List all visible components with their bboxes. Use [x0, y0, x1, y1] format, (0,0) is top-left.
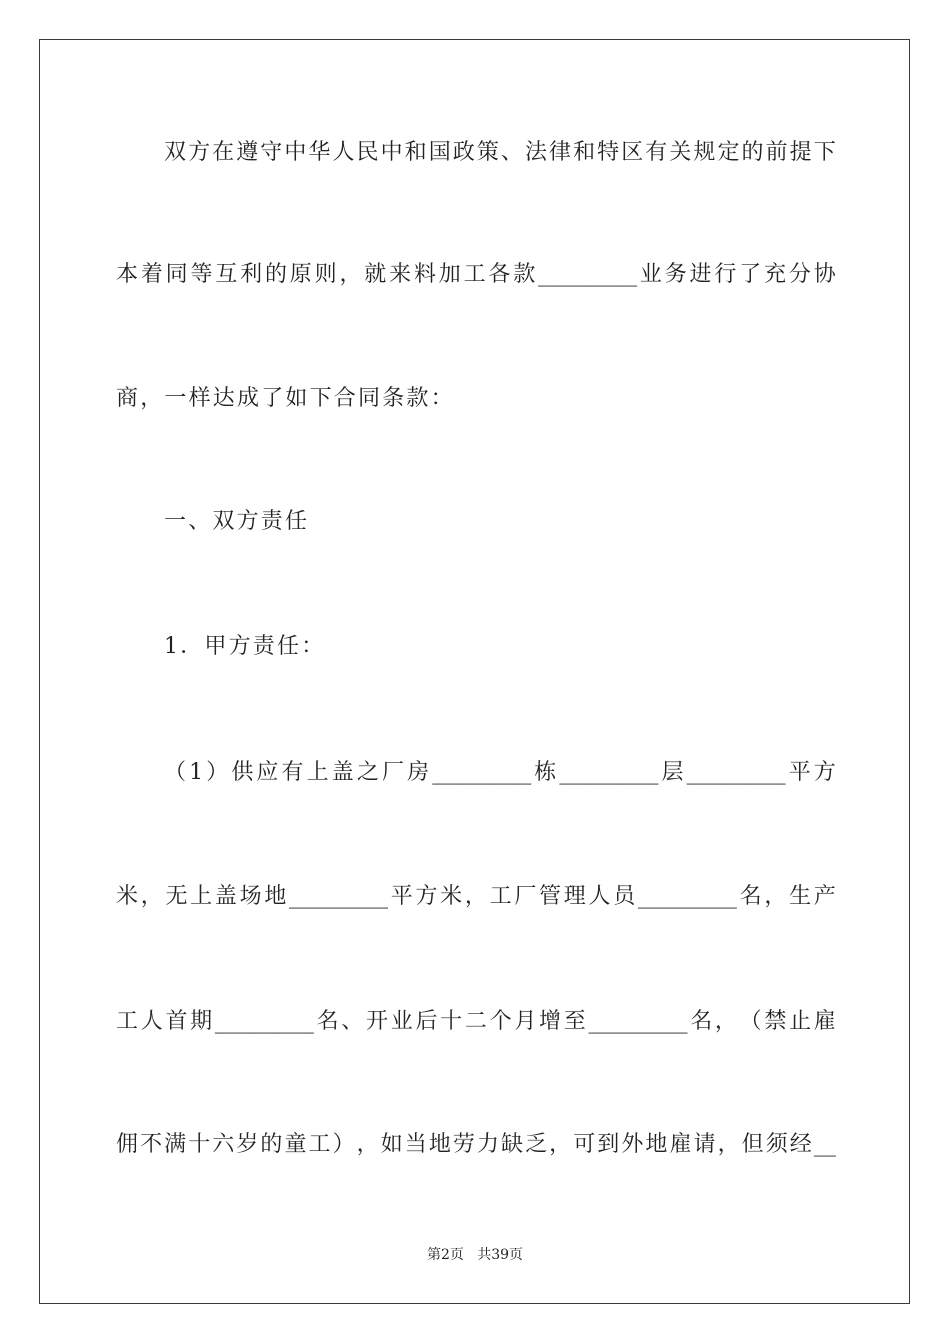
- paragraph-line-2: 本 着 同 等 互 利 的 原 则 ， 就 来 料 加 工 各 款 _________ 业 务 进 行 了 充 分 协: [116, 262, 836, 287]
- clause-line-4: 佣 不 满 十 六 岁 的 童 工 ） ， 如 当 地 劳 力 缺 乏 ， 可 到 外 地 雇 请 ， 但 须 经 __: [116, 1132, 836, 1157]
- page-border: [39, 39, 910, 1304]
- paragraph-line-1: 双 方 在 遵 守 中 华 人 民 中 和 国 政 策 、 法 律 和 特 区 有 关 规 定 的 前 提 下: [164, 140, 836, 165]
- paragraph-line-3: 商，一样达成了如下合同条款：: [116, 386, 455, 411]
- clause-line-3: 工 人 首 期 _________ 名 、 开 业 后 十 二 个 月 增 至 _________ 名 ， （ 禁 止 雇: [116, 1009, 836, 1034]
- clause-line-2: 米 ， 无 上 盖 场 地 _________ 平 方 米 ， 工 厂 管 理 人 员 _________ 名 ， 生 产: [116, 884, 836, 909]
- subsection-heading: 1．甲方责任：: [164, 634, 326, 659]
- page-number: 第2页 共39页: [426, 1247, 524, 1263]
- clause-line-1: （ 1 ） 供 应 有 上 盖 之 厂 房 _________ 栋 _________ 层 _________ 平 方: [164, 760, 836, 785]
- section-heading: 一、双方责任: [164, 509, 310, 534]
